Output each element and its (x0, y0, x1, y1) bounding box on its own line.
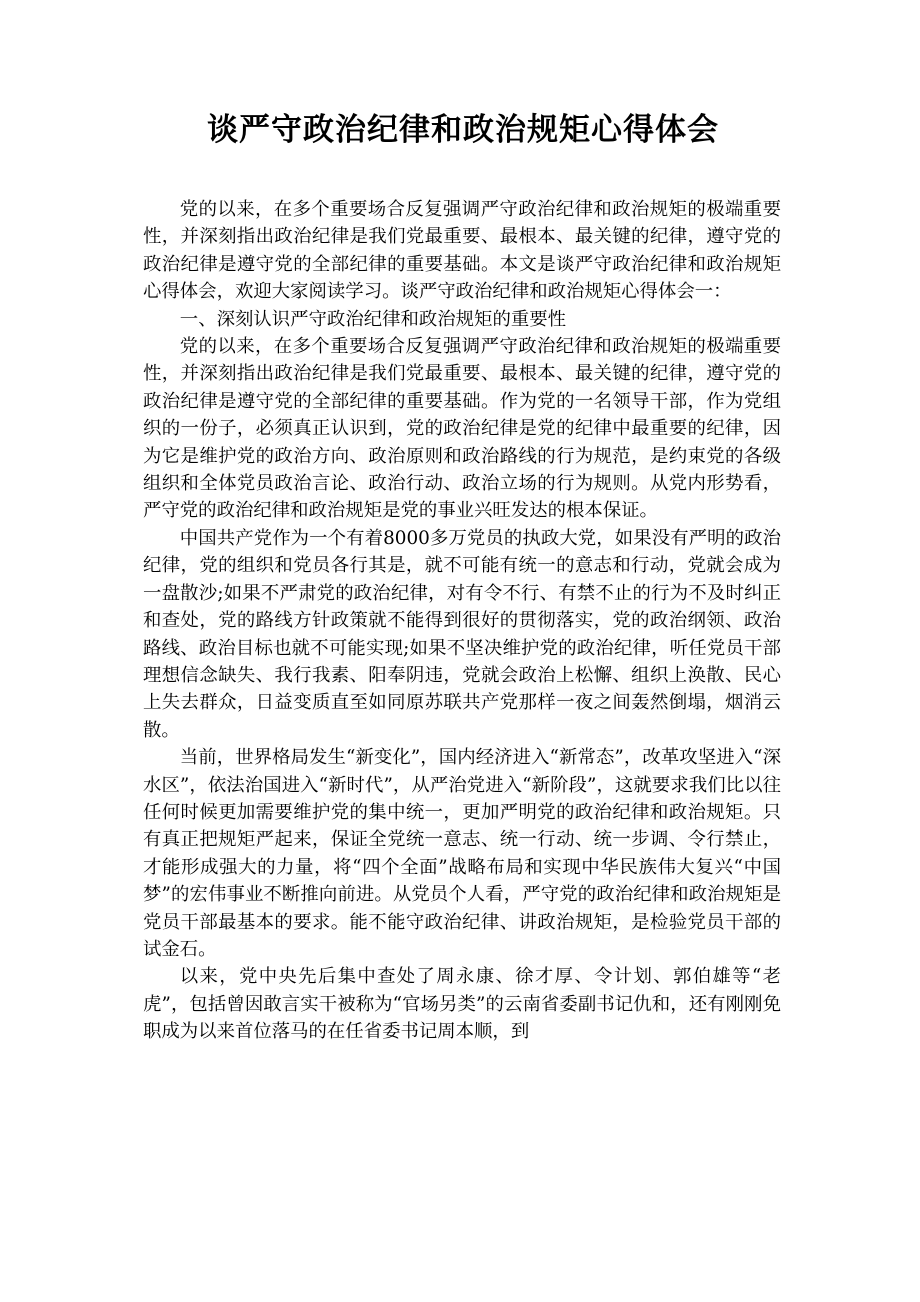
section-heading: 一、深刻认识严守政治纪律和政治规矩的重要性 (179, 308, 567, 330)
paragraph: 中国共产党作为一个有着8000多万党员的执政大党，如果没有严明的政治纪律，党的组织和党员各行其是，就不可能有统一的意志和行动，党就会成为一盘散沙;如果不严肃党的政治纪律，对有令不行、有禁不止的行为不及时纠正和查处，党的路线方针政策就不能得到很好的贯彻落实，党的政治纲领、政治路线、政治目标也就不可能实现;如果不坚决维护党的政治纪律，听任党员干部理想信念缺失、我行我素、阳奉阴违，党就会政治上松懈、组织上涣散、民心上失去群众，日益变质直至如同原苏联共产党那样一夜之间轰然倒塌，烟消云散。 (143, 527, 781, 741)
paragraph: 当前，世界格局发生“新变化”，国内经济进入“新常态”，改革攻坚进入“深水区”，依法治国进入“新时代”，从严治党进入“新阶段”，这就要求我们比以往任何时候更加需要维护党的集中统一，更加严明党的政治纪律和政治规矩。只有真正把规矩严起来，保证全党统一意志、统一行动、统一步调、令行禁止，才能形成强大的力量，将“四个全面”战略布局和实现中华民族伟大复兴“中国梦”的宏伟事业不断推向前进。从党员个人看，严守党的政治纪律和政治规矩是党员干部最基本的要求。能不能守政治纪律、讲政治规矩，是检验党员干部的试金石。 (143, 747, 781, 960)
paragraph: 党的以来，在多个重要场合反复强调严守政治纪律和政治规矩的极端重要性，并深刻指出政治纪律是我们党最重要、最根本、最关键的纪律，遵守党的政治纪律是遵守党的全部纪律的重要基础。本文是谈严守政治纪律和政治规矩心得体会，欢迎大家阅读学习。谈严守政治纪律和政治规矩心得体会一： (143, 199, 781, 303)
document-body (143, 196, 781, 1046)
paragraph: 党的以来，在多个重要场合反复强调严守政治纪律和政治规矩的极端重要性，并深刻指出政治纪律是我们党最重要、最根本、最关键的纪律，遵守党的政治纪律是遵守党的全部纪律的重要基础。作为党的一名领导干部，作为党组织的一份子，必须真正认识到，党的政治纪律是党的纪律中最重要的纪律，因为它是维护党的政治方向、政治原则和政治路线的行为规范，是约束党的各级组织和全体党员政治言论、政治行动、政治立场的行为规则。从党内形势看，严守党的政治纪律和政治规矩是党的事业兴旺发达的根本保证。 (143, 336, 781, 522)
paragraph: 以来，党中央先后集中查处了周永康、徐才厚、令计划、郭伯雄等“老虎”，包括曾因敢言实干被称为“官场另类”的云南省委副书记仇和，还有刚刚免职成为以来首位落马的在任省委书记周本顺，到 (143, 966, 781, 1043)
document-title: 谈严守政治纪律和政治规矩心得体会 (207, 112, 719, 148)
